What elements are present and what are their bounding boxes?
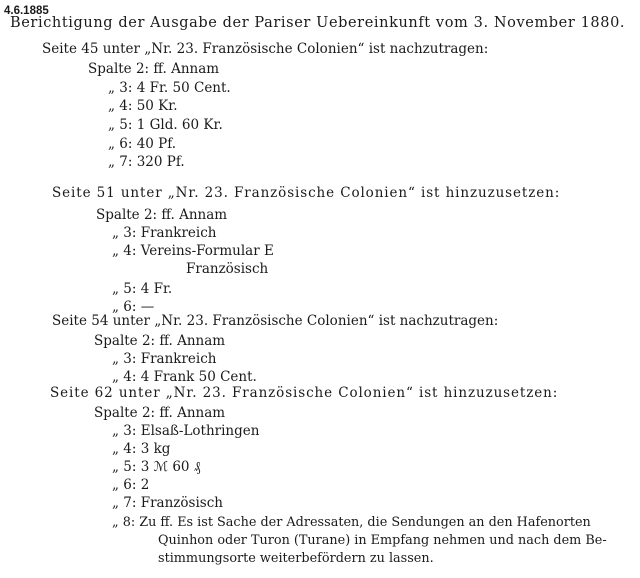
column-entry: „ 5: 3 ℳ 60 ₰ [112, 459, 201, 475]
column-entry: „ 8: Zu ff. Es ist Sache der Adressaten, die Sendungen an den Hafenorten [112, 515, 591, 530]
column-entry: Spalte 2: ff. Annam [94, 333, 226, 349]
column-entry: „ 3: Frankreich [112, 351, 217, 367]
column-entry: „ 6: 40 Pf. [108, 136, 177, 152]
column-entry: „ 4: Vereins-Formular E [112, 243, 274, 259]
column-entry-continuation: Französisch [186, 261, 269, 277]
column-entry: „ 5: 4 Fr. [112, 281, 173, 297]
column-entry-continuation: stimmungsorte weiterbefördern zu lassen. [158, 551, 434, 566]
column-entry: „ 7: Französisch [112, 495, 223, 511]
column-entry: „ 4: 3 kg [112, 441, 171, 457]
column-entry: „ 6: — [112, 299, 155, 315]
section-heading: Seite 45 unter „Nr. 23. Französische Colonien“ ist nachzutragen: [42, 41, 489, 57]
column-entry: Spalte 2: ff. Annam [88, 61, 220, 77]
column-entry: „ 3: Frankreich [112, 225, 217, 241]
column-entry: „ 7: 320 Pf. [108, 154, 185, 170]
column-entry: Spalte 2: ff. Annam [96, 207, 228, 223]
section-heading: Seite 62 unter „Nr. 23. Französische Colonien“ ist hinzuzusetzen: [50, 385, 559, 401]
column-entry-continuation: Quinhon oder Turon (Turane) in Empfang nehmen und nach dem Be- [158, 533, 607, 548]
section-heading: Seite 51 unter „Nr. 23. Französische Colonien“ ist hinzuzusetzen: [52, 185, 561, 201]
column-entry: „ 5: 1 Gld. 60 Kr. [108, 117, 223, 133]
column-entry: „ 4: 50 Kr. [108, 98, 178, 114]
column-entry: „ 6: 2 [112, 477, 150, 493]
column-entry: „ 3: 4 Fr. 50 Cent. [108, 80, 231, 96]
column-entry: „ 4: 4 Frank 50 Cent. [112, 369, 257, 385]
document-date: 4.6.1885 [4, 5, 49, 17]
column-entry: „ 3: Elsaß-Lothringen [112, 423, 260, 439]
section-heading: Seite 54 unter „Nr. 23. Französische Colonien“ ist nachzutragen: [52, 313, 499, 329]
document-title: Berichtigung der Ausgabe der Pariser Uebereinkunft vom 3. November 1880. [10, 15, 626, 31]
column-entry: Spalte 2: ff. Annam [94, 405, 226, 421]
